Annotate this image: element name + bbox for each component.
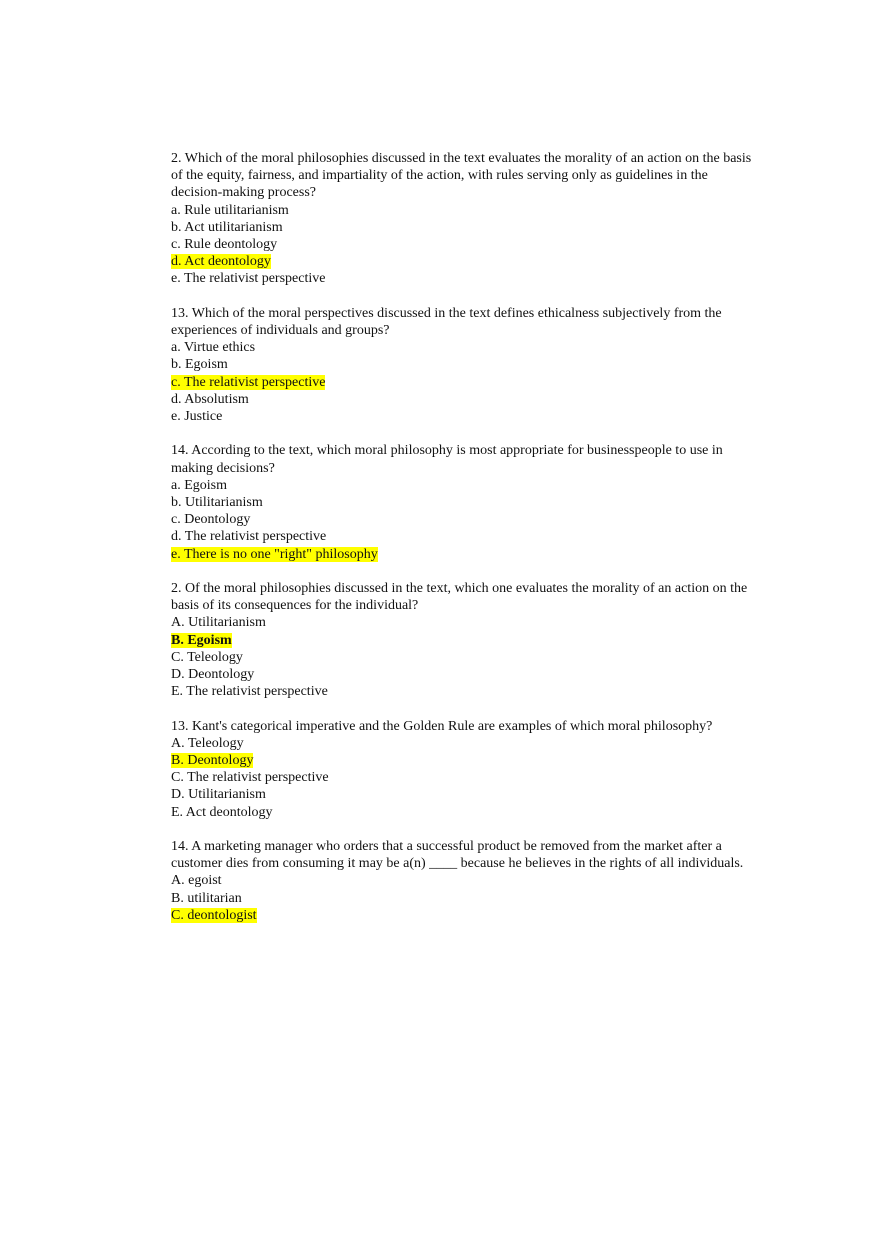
document-content	[171, 150, 761, 941]
answer-option: d. The relativist perspective	[171, 529, 327, 545]
question-text: 14. A marketing manager who orders that a successful product be removed from the market after a customer dies from consuming it may be a(n) ____ because he believes in the rights of all individuals.	[171, 839, 744, 872]
answer-option: d. Absolutism	[171, 391, 249, 407]
answer-option-highlighted: c. The relativist perspective	[171, 374, 326, 390]
answer-option-highlighted: C. deontologist	[171, 907, 257, 923]
answer-option: b. Utilitarianism	[171, 495, 263, 511]
question-block	[171, 838, 761, 924]
answer-option: e. The relativist perspective	[171, 271, 326, 287]
answer-option-highlighted: B. Egoism	[171, 632, 232, 648]
answer-option: A. egoist	[171, 873, 222, 889]
question-text: 14. According to the text, which moral philosophy is most appropriate for businesspeople to use in making decisions?	[171, 443, 723, 476]
answer-option: a. Rule utilitarianism	[171, 202, 289, 218]
answer-option: D. Deontology	[171, 667, 255, 683]
answer-option: D. Utilitarianism	[171, 787, 266, 803]
answer-option: A. Teleology	[171, 735, 244, 751]
question-block	[171, 718, 761, 821]
question-text: 2. Of the moral philosophies discussed in the text, which one evaluates the morality of an action on the basis of its consequences for the individual?	[171, 581, 748, 614]
answer-option: b. Act utilitarianism	[171, 219, 283, 235]
answer-option: a. Virtue ethics	[171, 340, 256, 356]
answer-option: c. Deontology	[171, 512, 251, 528]
answer-option: E. The relativist perspective	[171, 684, 328, 700]
answer-option: E. Act deontology	[171, 804, 273, 820]
answer-option-highlighted: d. Act deontology	[171, 254, 271, 270]
question-block	[171, 305, 761, 425]
question-block	[171, 442, 761, 562]
answer-option-highlighted: B. Deontology	[171, 753, 254, 769]
question-block	[171, 580, 761, 700]
answer-option: C. Teleology	[171, 649, 243, 665]
answer-option-highlighted: e. There is no one "right" philosophy	[171, 546, 378, 562]
answer-option: C. The relativist perspective	[171, 770, 329, 786]
question-block	[171, 150, 761, 288]
question-text: 2. Which of the moral philosophies discussed in the text evaluates the morality of an action on the basis of the equity, fairness, and impartiality of the action, with rules serving only as guidelines in the decision-making process?	[171, 151, 752, 201]
answer-option: a. Egoism	[171, 477, 227, 493]
answer-option: B. utilitarian	[171, 890, 242, 906]
answer-option: b. Egoism	[171, 357, 228, 373]
question-text: 13. Which of the moral perspectives discussed in the text defines ethicalness subjectively from the experiences of individuals and groups?	[171, 305, 722, 339]
answer-option: c. Rule deontology	[171, 237, 278, 253]
question-text: 13. Kant's categorical imperative and the Golden Rule are examples of which moral philosophy?	[171, 718, 713, 734]
answer-option: e. Justice	[171, 409, 223, 425]
answer-option: A. Utilitarianism	[171, 615, 266, 631]
